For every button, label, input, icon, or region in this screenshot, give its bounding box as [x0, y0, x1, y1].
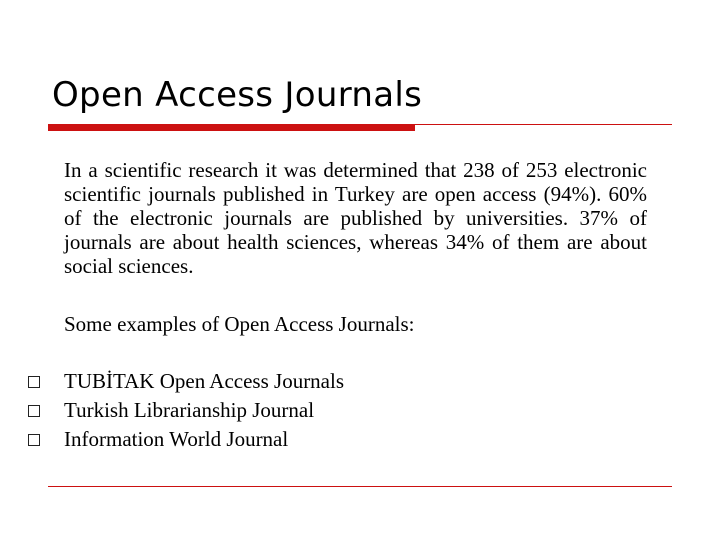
hollow-square-bullet-icon: [28, 434, 40, 446]
journal-label: TUBİTAK Open Access Journals: [64, 369, 345, 393]
bottom-rule: [48, 486, 672, 487]
research-paragraph: In a scientific research it was determined that 238 of 253 electronic scientific journals published in Turkey are open access (94%). 60% of the electronic journals are published by universities. 37% of journals are about health sciences, whereas 34% of them are about social sciences.: [64, 158, 647, 278]
journal-item-turkish-librarianship: [0, 397, 720, 426]
slide-title: Open Access Journals: [52, 75, 423, 115]
title-underline-thick: [48, 124, 415, 131]
title-underline-thin: [415, 124, 672, 125]
journal-list: [0, 368, 720, 455]
journal-item-information-world: [0, 426, 720, 455]
examples-intro: Some examples of Open Access Journals:: [64, 312, 415, 336]
hollow-square-bullet-icon: [28, 405, 40, 417]
journal-item-tubitak: [0, 368, 720, 397]
journal-label: Turkish Librarianship Journal: [64, 398, 315, 422]
journal-label: Information World Journal: [64, 427, 289, 451]
hollow-square-bullet-icon: [28, 376, 40, 388]
